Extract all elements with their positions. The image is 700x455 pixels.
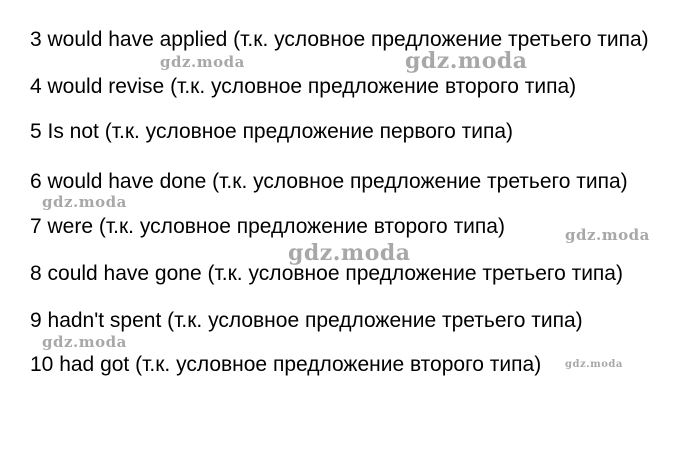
answer-line-7: 7 were (т.к. условное предложение второго типа) bbox=[30, 215, 505, 238]
answer-line-3: 3 would have applied (т.к. условное предложение третьего типа) bbox=[30, 28, 649, 51]
answer-line-5: 5 Is not (т.к. условное предложение первого типа) bbox=[30, 120, 514, 143]
watermark: gdz.moda bbox=[160, 53, 245, 71]
watermark: gdz.moda bbox=[565, 359, 623, 370]
answer-line-8: 8 could have gone (т.к. условное предложение третьего типа) bbox=[30, 262, 623, 285]
answer-line-10: 10 had got (т.к. условное предложение второго типа) bbox=[30, 353, 542, 376]
watermark: gdz.moda bbox=[405, 48, 528, 74]
watermark: gdz.moda bbox=[288, 240, 411, 266]
answer-line-4: 4 would revise (т.к. условное предложение второго типа) bbox=[30, 75, 577, 98]
watermark: gdz.moda bbox=[42, 193, 127, 211]
answer-line-9: 9 hadn't spent (т.к. условное предложение третьего типа) bbox=[30, 309, 583, 332]
answer-line-6: 6 would have done (т.к. условное предложение третьего типа) bbox=[30, 170, 628, 193]
watermark: gdz.moda bbox=[42, 333, 127, 351]
watermark: gdz.moda bbox=[565, 226, 650, 244]
